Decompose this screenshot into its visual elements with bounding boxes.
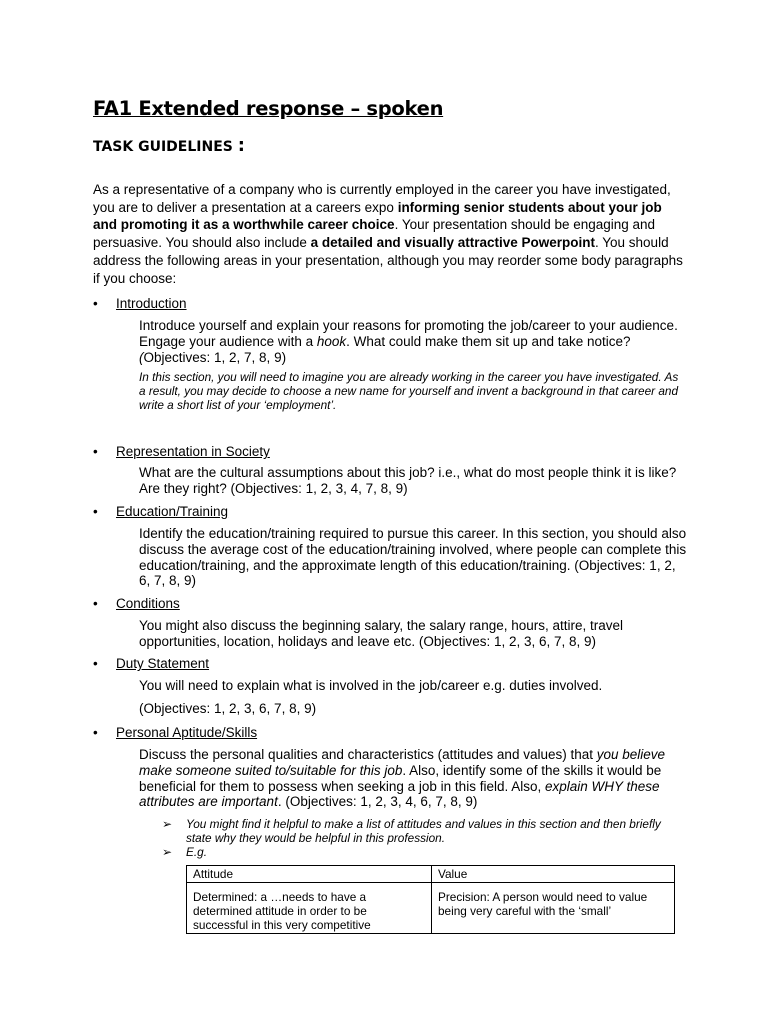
bullet-education bbox=[93, 503, 683, 520]
task-guidelines-heading bbox=[93, 135, 245, 156]
bullet-duty bbox=[93, 655, 683, 672]
bullet-introduction bbox=[93, 295, 683, 312]
body-italic: you believe make someone suited to/suitable for this job bbox=[139, 747, 666, 778]
subtitle-colon: : bbox=[237, 135, 245, 156]
table-header-value: Value bbox=[432, 866, 675, 883]
section-label: Conditions bbox=[116, 596, 180, 611]
section-note: In this section, you will need to imagine you are already working in the career you have investigated. As a result, you may decide to choose a new name for yourself and invent a background in that career and write a short list of your ‘employment’. bbox=[139, 370, 679, 413]
section-duty bbox=[93, 655, 683, 717]
intro-text-1: As a representative of a company who is currently employed in the career you have investigated, you are to deliver a presentation at a careers expo bbox=[93, 182, 671, 215]
section-body: You might also discuss the beginning salary, the salary range, hours, attire, travel opportunities, location, holidays and leave etc. (Objectives: 1, 2, 3, 6, 7, 8, 9) bbox=[139, 618, 624, 649]
bullet-icon: • bbox=[93, 504, 98, 519]
section-label: Duty Statement bbox=[116, 656, 210, 671]
bullet-conditions bbox=[93, 595, 683, 612]
table-row bbox=[187, 883, 675, 934]
section-body: Identify the education/training required to pursue this career. In this section, you should also discuss the average cost of the education/training involved, where people can complete this education/training, and the approximate length of this education/training. (Objectives: 1, 2, 6, 7, 8, 9) bbox=[139, 526, 687, 589]
section-introduction bbox=[93, 295, 683, 412]
intro-bold-1: informing senior students about your job and promoting it as a worthwhile career choice bbox=[93, 199, 662, 233]
section-aptitude bbox=[93, 724, 683, 859]
body-text: . What could make them sit up and take notice? bbox=[346, 333, 631, 349]
arrow-item-text: E.g. bbox=[186, 845, 207, 860]
section-label: Representation in Society bbox=[116, 444, 270, 459]
hook-italic: hook bbox=[316, 333, 347, 349]
intro-text-2: . Your presentation should be engaging and persuasive. You should also include bbox=[93, 217, 656, 251]
body-text: Introduce yourself and explain your reasons for promoting the job/career to your audience. Engage your audience with a bbox=[139, 318, 678, 349]
table-header-attitude: Attitude bbox=[187, 866, 432, 883]
section-label: Introduction bbox=[116, 296, 187, 311]
intro-paragraph bbox=[93, 181, 683, 287]
subtitle-text: TASK GUIDELINES bbox=[93, 139, 233, 155]
body-text: Discuss the personal qualities and characteristics (attitudes and values) that bbox=[139, 747, 597, 762]
section-representation bbox=[93, 443, 683, 497]
section-objectives: (Objectives: 1, 2, 3, 6, 7, 8, 9) bbox=[139, 700, 317, 716]
arrow-list-item bbox=[162, 817, 686, 845]
body-text: . Also, identify some of the skills it would be beneficial for them to possess when seeking a job in this field. Also, bbox=[139, 762, 662, 794]
section-body: What are the cultural assumptions about this job? i.e., what do most people think it is like? Are they right? (Objectives: 1, 2, 3, 4, 7, 8, 9) bbox=[139, 465, 677, 496]
bullet-icon: • bbox=[93, 596, 98, 611]
intro-bold-2: a detailed and visually attractive Powerpoint bbox=[310, 235, 595, 251]
bullet-icon: • bbox=[93, 656, 98, 671]
body-text: . (Objectives: 1, 2, 3, 4, 6, 7, 8, 9) bbox=[277, 794, 478, 810]
bullet-icon: • bbox=[93, 725, 98, 740]
section-body: You will need to explain what is involved in the job/career e.g. duties involved. bbox=[139, 678, 603, 693]
body-italic: explain WHY these attributes are important bbox=[139, 778, 660, 810]
section-education bbox=[93, 503, 687, 589]
paren-italic: ( bbox=[139, 349, 144, 365]
arrow-bullet-icon: ➢ bbox=[162, 817, 172, 832]
table-header-row bbox=[187, 866, 675, 883]
arrow-item-text: You might find it helpful to make a list of attitudes and values in this section and then briefly state why they would be helpful in this profession. bbox=[186, 817, 661, 846]
arrow-list-item bbox=[162, 845, 686, 859]
attitude-value-table bbox=[186, 865, 675, 934]
bullet-icon: • bbox=[93, 296, 98, 311]
table-cell: Precision: A person would need to value being very careful with the ‘small’ bbox=[432, 883, 675, 934]
arrow-bullet-icon: ➢ bbox=[162, 845, 172, 860]
section-body bbox=[139, 747, 687, 810]
section-label: Education/Training bbox=[116, 504, 229, 519]
body-text: Objectives: 1, 2, 7, 8, 9) bbox=[143, 349, 287, 365]
bullet-representation bbox=[93, 443, 683, 460]
bullet-icon: • bbox=[93, 444, 98, 459]
document-title: FA1 Extended response – spoken bbox=[93, 97, 444, 120]
section-body bbox=[139, 318, 687, 365]
bullet-aptitude bbox=[93, 724, 683, 741]
table-cell: Determined: a …needs to have a determined attitude in order to be successful in this very competitive bbox=[187, 883, 432, 934]
section-conditions bbox=[93, 595, 683, 650]
intro-text-3: . You should address the following areas in your presentation, although you may reorder some body paragraphs if you choose: bbox=[93, 235, 683, 286]
section-label: Personal Aptitude/Skills bbox=[116, 725, 258, 740]
